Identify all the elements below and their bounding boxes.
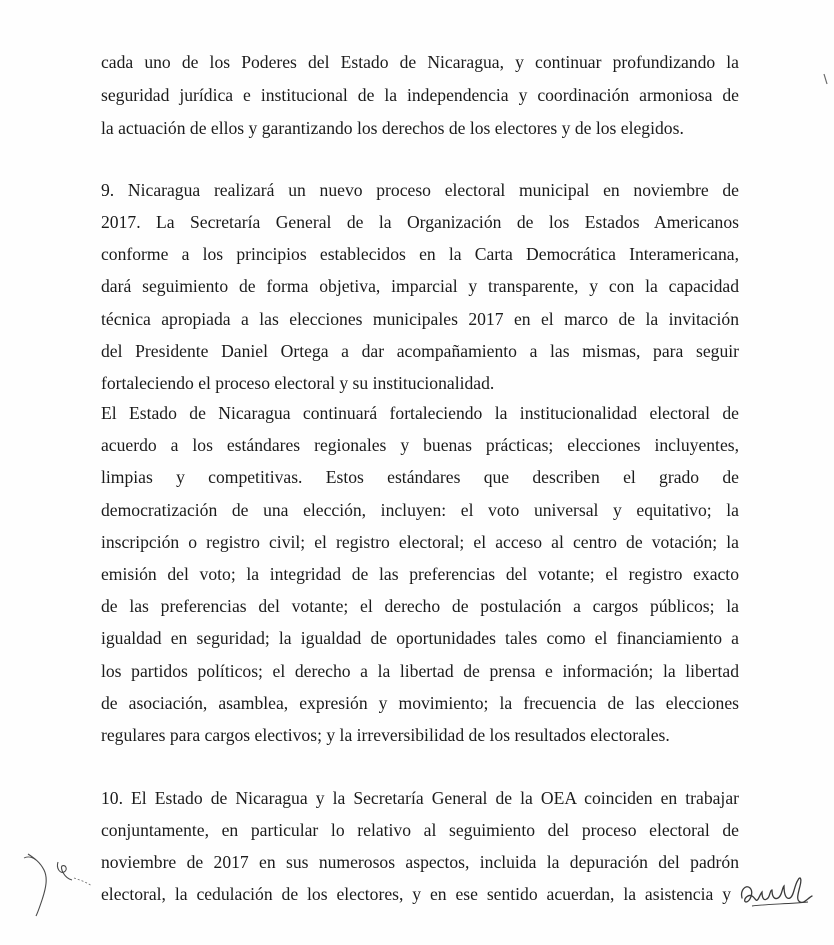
text-line: dará seguimiento de forma objetiva, imparcial y transparente, y con la capacidad: [101, 276, 739, 296]
text-line: conforme a los principios establecidos en la Carta Democrática Interamericana,: [101, 244, 739, 264]
text-line: 2017. La Secretaría General de la Organización de los Estados Americanos: [101, 212, 739, 232]
margin-mark: [822, 72, 830, 86]
text-line: limpias y competitivas. Estos estándares que describen el grado de: [101, 467, 739, 487]
right-signature: [738, 868, 830, 916]
text-line: electoral, la cedulación de los electores, y en ese sentido acuerdan, la asistencia y: [101, 884, 731, 904]
text-line: democratización de una elección, incluyen: el voto universal y equitativo; la: [101, 500, 739, 520]
text-line: los partidos políticos; el derecho a la libertad de prensa e información; la libertad: [101, 661, 739, 681]
text-line: del Presidente Daniel Ortega a dar acompañamiento a las mismas, para seguir: [101, 341, 739, 361]
text-line: conjuntamente, en particular lo relativo al seguimiento del proceso electoral de: [101, 820, 739, 840]
text-line: noviembre de 2017 en sus numerosos aspectos, incluida la depuración del padrón: [101, 852, 739, 872]
text-line: seguridad jurídica e institucional de la independencia y coordinación armoniosa de: [101, 85, 739, 105]
text-line: acuerdo a los estándares regionales y buenas prácticas; elecciones incluyentes,: [101, 435, 739, 455]
text-line: la actuación de ellos y garantizando los derechos de los electores y de los elegidos.: [101, 118, 684, 138]
text-line: 10. El Estado de Nicaragua y la Secretaría General de la OEA coinciden en trabajar: [101, 788, 739, 808]
text-line: igualdad en seguridad; la igualdad de oportunidades tales como el financiamiento a: [101, 628, 739, 648]
text-line: cada uno de los Poderes del Estado de Nicaragua, y continuar profundizando la: [101, 52, 739, 72]
text-line: técnica apropiada a las elecciones municipales 2017 en el marco de la invitación: [101, 309, 739, 329]
left-margin-signature: [20, 848, 110, 918]
text-line: de asociación, asamblea, expresión y movimiento; la frecuencia de las elecciones: [101, 693, 739, 713]
text-line: inscripción o registro civil; el registro electoral; el acceso al centro de votación; la: [101, 532, 739, 552]
text-line: El Estado de Nicaragua continuará fortaleciendo la institucionalidad electoral de: [101, 403, 739, 423]
text-line: regulares para cargos electivos; y la irreversibilidad de los resultados electorales.: [101, 725, 670, 745]
text-line: fortaleciendo el proceso electoral y su institucionalidad.: [101, 373, 495, 393]
text-line: emisión del voto; la integridad de las preferencias del votante; el registro exacto: [101, 564, 739, 584]
text-line: 9. Nicaragua realizará un nuevo proceso electoral municipal en noviembre de: [101, 180, 739, 200]
text-line: de las preferencias del votante; el derecho de postulación a cargos públicos; la: [101, 596, 739, 616]
